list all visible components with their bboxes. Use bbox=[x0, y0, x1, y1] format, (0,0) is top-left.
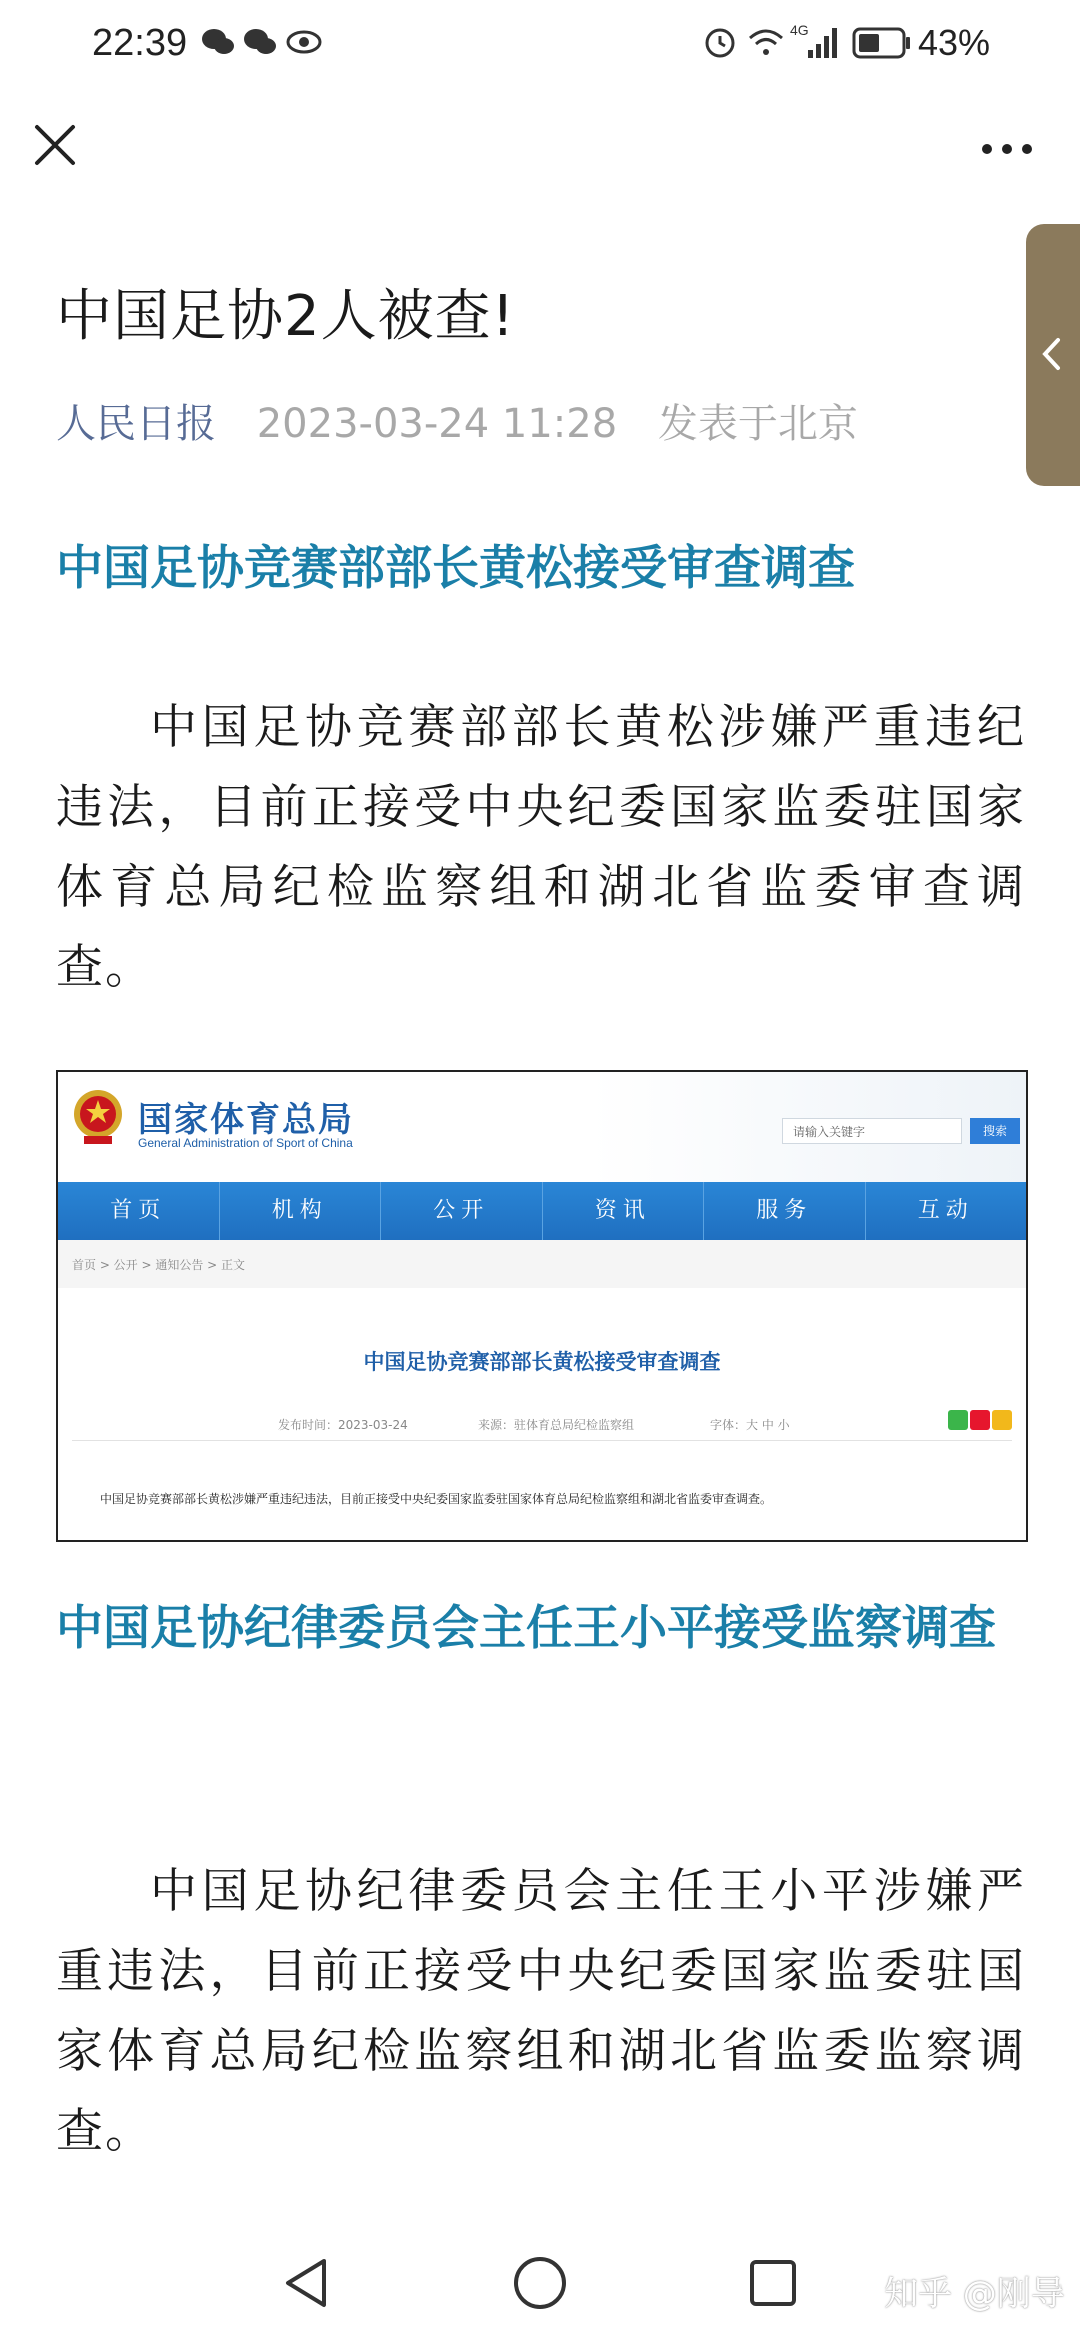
alarm-icon bbox=[702, 24, 738, 60]
weibo-share-icon bbox=[970, 1410, 990, 1430]
embed-font-size: 字体：大 中 小 bbox=[710, 1418, 790, 1432]
embed-breadcrumb: 首页 > 公开 > 通知公告 > 正文 bbox=[72, 1258, 246, 1272]
wechat-share-icon bbox=[948, 1410, 968, 1430]
embed-nav-item: 服务 bbox=[704, 1182, 866, 1240]
status-time: 22:39 bbox=[92, 22, 188, 64]
wifi-icon bbox=[746, 24, 786, 60]
embed-nav-bar bbox=[58, 1182, 1026, 1240]
battery-level: 43% bbox=[917, 22, 990, 63]
back-icon[interactable] bbox=[280, 2255, 332, 2311]
embed-publish-time: 发布时间：2023-03-24 bbox=[278, 1418, 408, 1432]
recent-apps-icon[interactable] bbox=[748, 2258, 798, 2308]
eye-icon bbox=[286, 24, 322, 60]
home-icon[interactable] bbox=[512, 2255, 568, 2311]
battery-icon bbox=[852, 26, 912, 60]
section-paragraph-2: 中国足协纪律委员会主任王小平涉嫌严重违法，目前正接受中央纪委国家监委驻国家体育总局纪检监察组和湖北省监委监察调查。 bbox=[56, 1864, 1026, 2159]
wechat-icon bbox=[200, 24, 236, 60]
author-link[interactable]: 人民日报 bbox=[56, 401, 216, 447]
chevron-left-icon bbox=[1040, 336, 1062, 372]
embed-body-text: 中国足协竞赛部部长黄松涉嫌严重违纪违法，目前正接受中央纪委国家监委驻国家体育总局纪检监察组和湖北省监委审查调查。 bbox=[100, 1492, 773, 1506]
embed-nav-item: 互动 bbox=[917, 1198, 974, 1223]
embed-site-name-en: General Administration of Sport of China bbox=[138, 1136, 353, 1150]
section-paragraph-1: 中国足协竞赛部部长黄松涉嫌严重违纪违法，目前正接受中央纪委国家监委驻国家体育总局纪检监察组和湖北省监委审查调查。 bbox=[56, 700, 1026, 995]
watermark: 知乎 @刚导 bbox=[884, 2274, 1065, 2314]
qzone-share-icon bbox=[992, 1410, 1012, 1430]
article-title: 中国足协2人被查! bbox=[56, 284, 516, 349]
embed-nav-item: 首页 bbox=[58, 1182, 220, 1240]
embedded-website-image[interactable] bbox=[56, 1070, 1028, 1542]
section-heading-2: 中国足协纪律委员会主任王小平接受监察调查 bbox=[56, 1601, 996, 1656]
section-heading-1: 中国足协竞赛部部长黄松接受审查调查 bbox=[56, 541, 855, 596]
embed-search-input: 请输入关键字 bbox=[782, 1118, 962, 1144]
embed-nav-item: 资讯 bbox=[543, 1182, 705, 1240]
embed-nav-item: 机构 bbox=[220, 1182, 382, 1240]
national-emblem-icon bbox=[70, 1086, 126, 1146]
article-meta bbox=[56, 392, 858, 449]
signal-icon bbox=[806, 26, 842, 60]
close-icon[interactable] bbox=[32, 122, 78, 168]
embed-nav-item: 公开 bbox=[381, 1182, 543, 1240]
publish-date: 2023-03-24 11:28 bbox=[256, 401, 618, 447]
embed-article-title: 中国足协竞赛部部长黄松接受审查调查 bbox=[363, 1350, 721, 1374]
embed-search-button: 搜索 bbox=[970, 1118, 1020, 1144]
more-icon[interactable] bbox=[980, 142, 1034, 156]
embed-source: 来源：驻体育总局纪检监察组 bbox=[478, 1418, 635, 1432]
embed-divider bbox=[72, 1440, 1012, 1441]
embed-header bbox=[58, 1072, 1026, 1182]
status-bar bbox=[0, 0, 1080, 90]
publish-location: 发表于北京 bbox=[657, 401, 858, 447]
embed-share-icons bbox=[946, 1410, 1012, 1434]
wechat-icon bbox=[242, 24, 278, 60]
network-type: 4G bbox=[790, 22, 809, 38]
embed-site-name: 国家体育总局 bbox=[138, 1100, 354, 1140]
side-drawer-tab[interactable] bbox=[1026, 224, 1080, 486]
